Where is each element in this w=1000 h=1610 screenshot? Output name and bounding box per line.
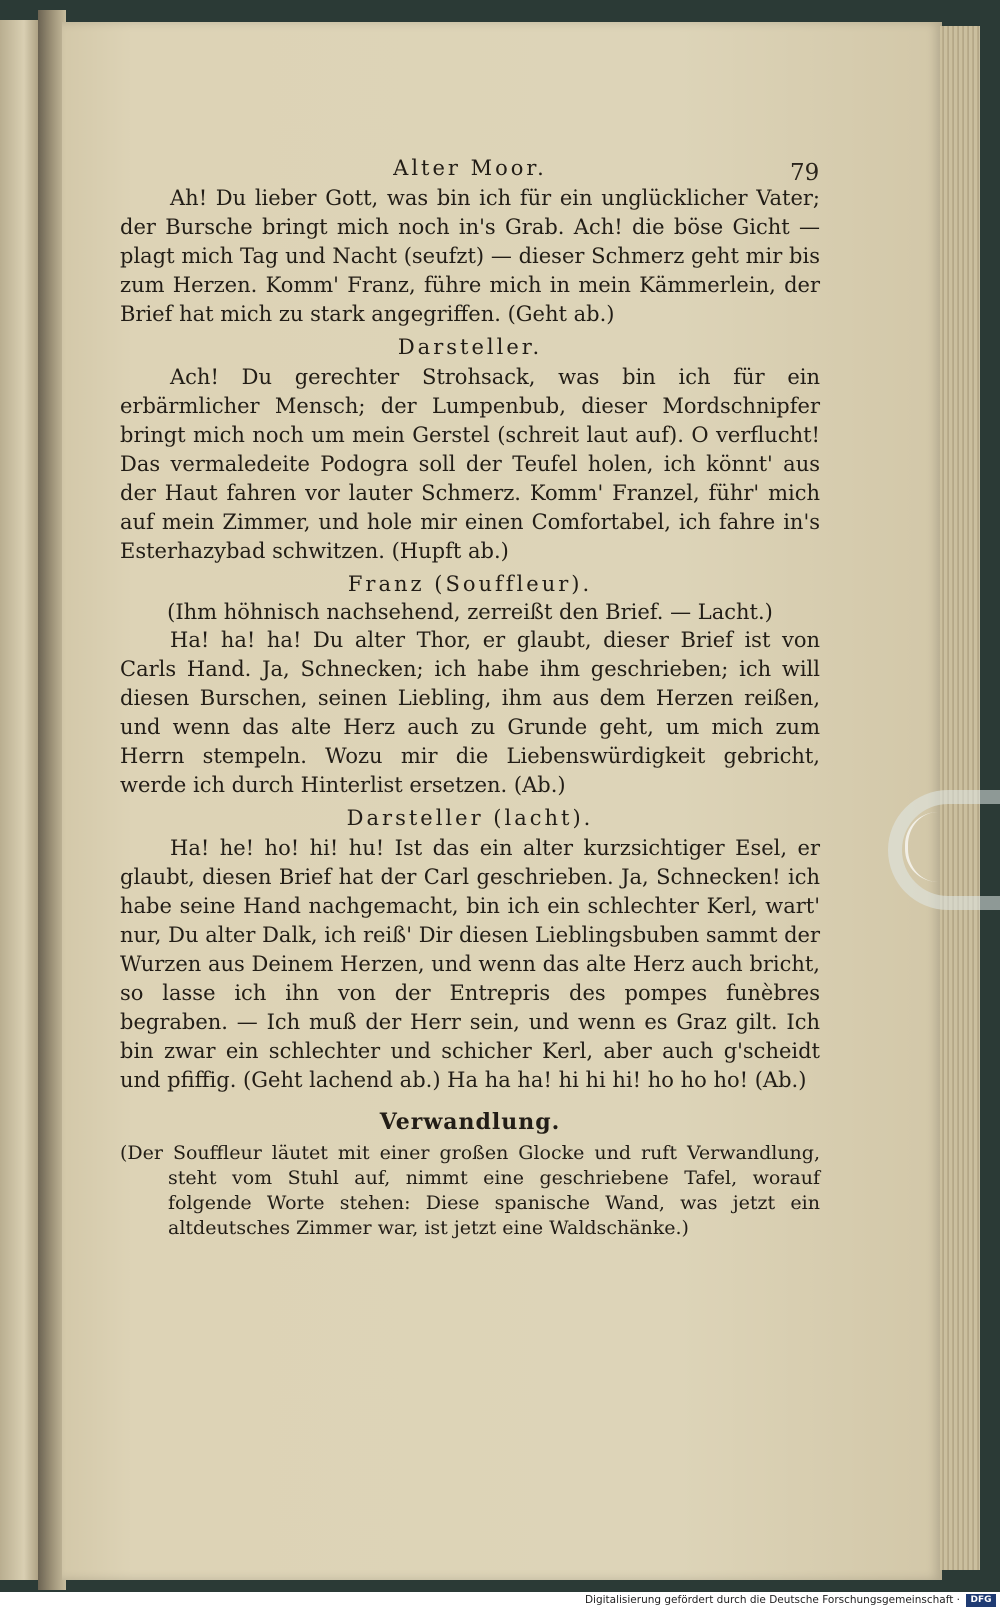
dialogue-text: Ha! ha! ha! Du alter Thor, er glaubt, dieser Brief ist von Carls Hand. Ja, Schnecken; ich habe ihm geschrieben; ich will diesen Burschen, seinen Liebling, ihm aus dem Herzen reißen, und wenn das alte Herz auch zu Grunde geht, um mich zum Herrn stempeln. Wozu mir die Liebenswürdigkeit gebricht, werde ich durch Hinterlist ersetzen. (Ab.) [120, 628, 820, 797]
footer-credit: Digitalisierung gefördert durch die Deutsche Forschungsgemeinschaft · [584, 1594, 960, 1606]
speaker-label: Darsteller. [397, 335, 543, 359]
speaker-label: Alter Moor. [393, 156, 547, 180]
dialogue-text: Ha! he! ho! hi! hu! Ist das ein alter kurzsichtiger Esel, er glaubt, diesen Brief hat der Carl geschrieben. Ja, Schnecken! ich habe seine Hand nachgemacht, bin ich ein schlechter Kerl, wart' nur, Du alter Dalk, ich reiß' Dir diesen Lieblingsbuben sammt der Wurzen aus Deinem Herzen, und wenn das alte Herz auch bricht, so lasse ich ihn von der Entrepris des pompes funèbres begraben. — Ich muß der Herr sein, und wenn es Graz gilt. Ich bin zwar ein schlechter und schicher Kerl, aber auch g'scheidt und pfiffig. (Geht lachend ab.) Ha ha ha! hi hi hi! ho ho ho! (Ab.) [120, 836, 820, 1092]
page-number: 79 [790, 160, 820, 186]
stage-direction: (Ihm höhnisch nachsehend, zerreißt den Brief. — Lacht.) [167, 600, 773, 624]
dialogue-text: Ach! Du gerechter Strohsack, was bin ich für ein erbärmlicher Mensch; der Lumpenbub, dieser Mordschnipfer bringt mich noch um mein Gerstel (schreit laut auf). O verflucht! Das vermaledeite Podogra soll der Teufel holen, ich könnt' aus der Haut fahren vor lauter Schmerz. Komm' Franzel, führ' mich auf mein Zimmer, und hole mir einen Comfortabel, ich fahre in's Esterhazybad schwitzen. (Hupft ab.) [120, 365, 820, 563]
speaker-label: Darsteller (lacht). [346, 806, 594, 830]
facing-page-edge [0, 20, 40, 1580]
scene-heading: Verwandlung. [379, 1109, 561, 1135]
section-darsteller-2 [120, 806, 820, 1095]
dialogue-text: Ah! Du lieber Gott, was bin ich für ein unglücklicher Vater; der Bursche bringt mich noch in's Grab. Ach! die böse Gicht — plagt mich Tag und Nacht (seufzt) — dieser Schmerz geht mir bis zum Herzen. Komm' Franz, führe mich in mein Kämmerlein, der Brief hat mich zu stark angegriffen. (Geht ab.) [120, 186, 820, 326]
dfg-logo: DFG [966, 1594, 996, 1607]
closing-stage-direction: (Der Souffleur läutet mit einer großen Glocke und ruft Verwandlung, steht vom Stuhl auf, nimmt eine geschriebene Tafel, worauf folgende Worte stehen: Diese spanische Wand, was jetzt ein altdeutsches Zimmer war, ist jetzt eine Waldschänke.) [120, 1142, 820, 1239]
page-content [120, 150, 820, 1241]
speaker-label: Franz (Souffleur). [347, 572, 593, 596]
section-franz [120, 572, 820, 800]
section-alter-moor [120, 156, 820, 329]
section-darsteller-1 [120, 335, 820, 566]
